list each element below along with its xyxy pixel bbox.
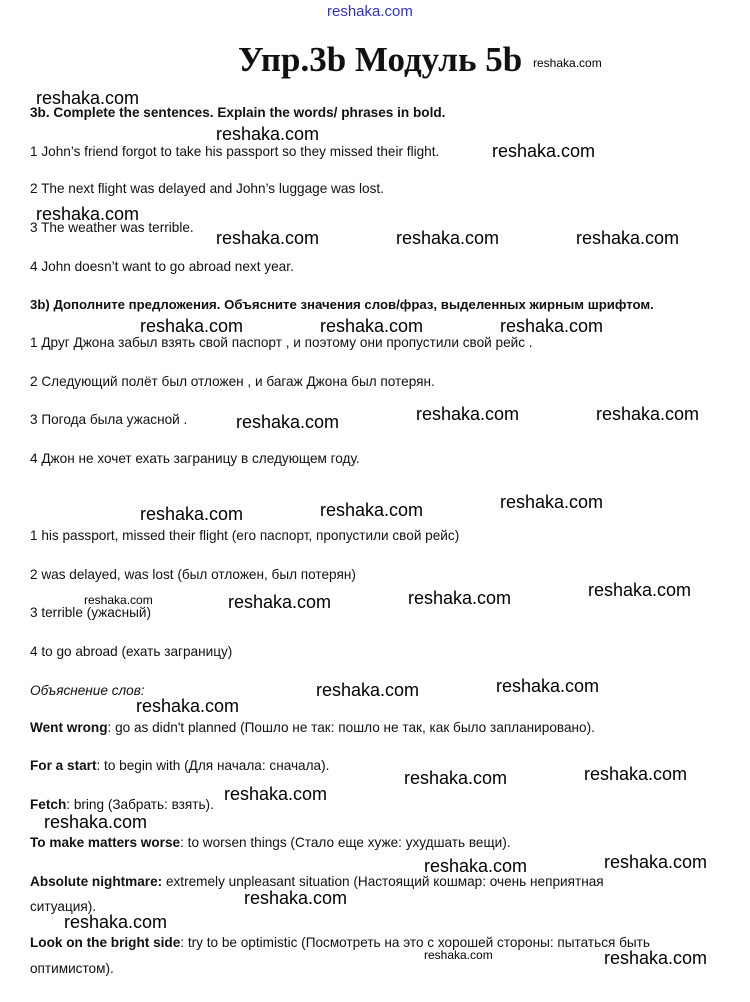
watermark: reshaka.com [604,948,708,968]
watermark: reshaka.com [492,141,596,161]
task-en-line: 3 The weather was terrible. [30,220,194,235]
explanation-item [30,935,650,951]
task-ru-line: 2 Следующий полёт был отложен , и багаж Джона был потерян. [30,374,435,389]
answer-line: 1 his passport, missed their flight (его паспорт, пропустили свой рейс) [30,528,460,543]
explanation-item [30,835,511,851]
term: Look on the bright side [30,935,181,950]
watermark: reshaka.com [588,580,692,600]
watermark: reshaka.com [500,492,604,512]
watermark: reshaka.com [500,316,604,336]
watermark: reshaka.com [136,696,240,716]
explanation-heading: Объяснение слов: [30,683,145,698]
task-en-line: 2 The next flight was delayed and John’s luggage was lost. [30,181,384,196]
watermark: reshaka.com [64,912,168,932]
watermark: reshaka.com [228,592,332,612]
task-en-line: 1 John’s friend forgot to take his passport so they missed their flight. [30,144,440,159]
watermark: reshaka.com [533,56,602,70]
watermark: reshaka.com [236,412,340,432]
task-ru-line: 3 Погода была ужасной . [30,412,188,427]
watermark: reshaka.com [408,588,512,608]
term: Went wrong [30,720,108,735]
term: Absolute nightmare: [30,874,163,889]
explanation-item [30,758,329,774]
watermark: reshaka.com [44,812,148,832]
explanation-item [30,797,214,813]
watermark: reshaka.com [36,204,140,224]
task-ru-line: 4 Джон не хочет ехать заграницу в следующем году. [30,451,360,466]
watermark: reshaka.com [576,228,680,248]
page-title: Упр.3b Модуль 5b [238,40,523,79]
watermark: reshaka.com [140,504,244,524]
definition-continued: ситуация). [30,899,97,914]
watermark: reshaka.com [496,676,600,696]
watermark: reshaka.com [216,124,320,144]
task-en-line: 4 John doesn’t want to go abroad next year. [30,259,294,274]
term: For a start [30,758,97,773]
answer-line: 3 terrible (ужасный) [30,605,151,620]
watermark: reshaka.com [424,856,528,876]
definition: : try to be optimistic (Посмотреть на это с хорошей стороны: пытаться быть [180,935,650,950]
term: To make matters worse [30,835,181,850]
watermark-link[interactable]: reshaka.com [327,3,413,20]
watermark: reshaka.com [84,593,153,607]
definition: : to begin with (Для начала: сначала). [96,758,330,773]
task-ru-line: 1 Друг Джона забыл взять свой паспорт , и поэтому они пропустили свой рейс . [30,335,533,350]
watermark: reshaka.com [224,784,328,804]
watermark: reshaka.com [584,764,688,784]
watermark: reshaka.com [404,768,508,788]
watermark: reshaka.com [604,852,708,872]
watermark: reshaka.com [424,948,493,962]
watermark: reshaka.com [244,888,348,908]
term: Fetch [30,797,67,812]
definition-continued: оптимистом). [30,961,114,976]
explanation-item [30,720,595,736]
definition: : bring (Забрать: взять). [66,797,214,812]
definition: : go as didn't planned (Пошло не так: пошло не так, как было запланировано). [107,720,595,735]
watermark: reshaka.com [216,228,320,248]
watermark: reshaka.com [320,316,424,336]
answer-line: 4 to go abroad (ехать заграницу) [30,644,233,659]
task-en-heading: 3b. Complete the sentences. Explain the words/ phrases in bold. [30,105,446,120]
watermark: reshaka.com [316,680,420,700]
watermark: reshaka.com [36,88,140,108]
task-ru-heading: 3b) Дополните предложения. Объясните значения слов/фраз, выделенных жирным шрифтом. [30,297,654,312]
watermark: reshaka.com [416,404,520,424]
watermark: reshaka.com [320,500,424,520]
definition: : to worsen things (Стало еще хуже: ухудшать вещи). [180,835,511,850]
definition: extremely unpleasant situation (Настоящий кошмар: очень неприятная [162,874,604,889]
watermark: reshaka.com [140,316,244,336]
watermark: reshaka.com [596,404,700,424]
answer-line: 2 was delayed, was lost (был отложен, был потерян) [30,567,356,582]
watermark: reshaka.com [396,228,500,248]
